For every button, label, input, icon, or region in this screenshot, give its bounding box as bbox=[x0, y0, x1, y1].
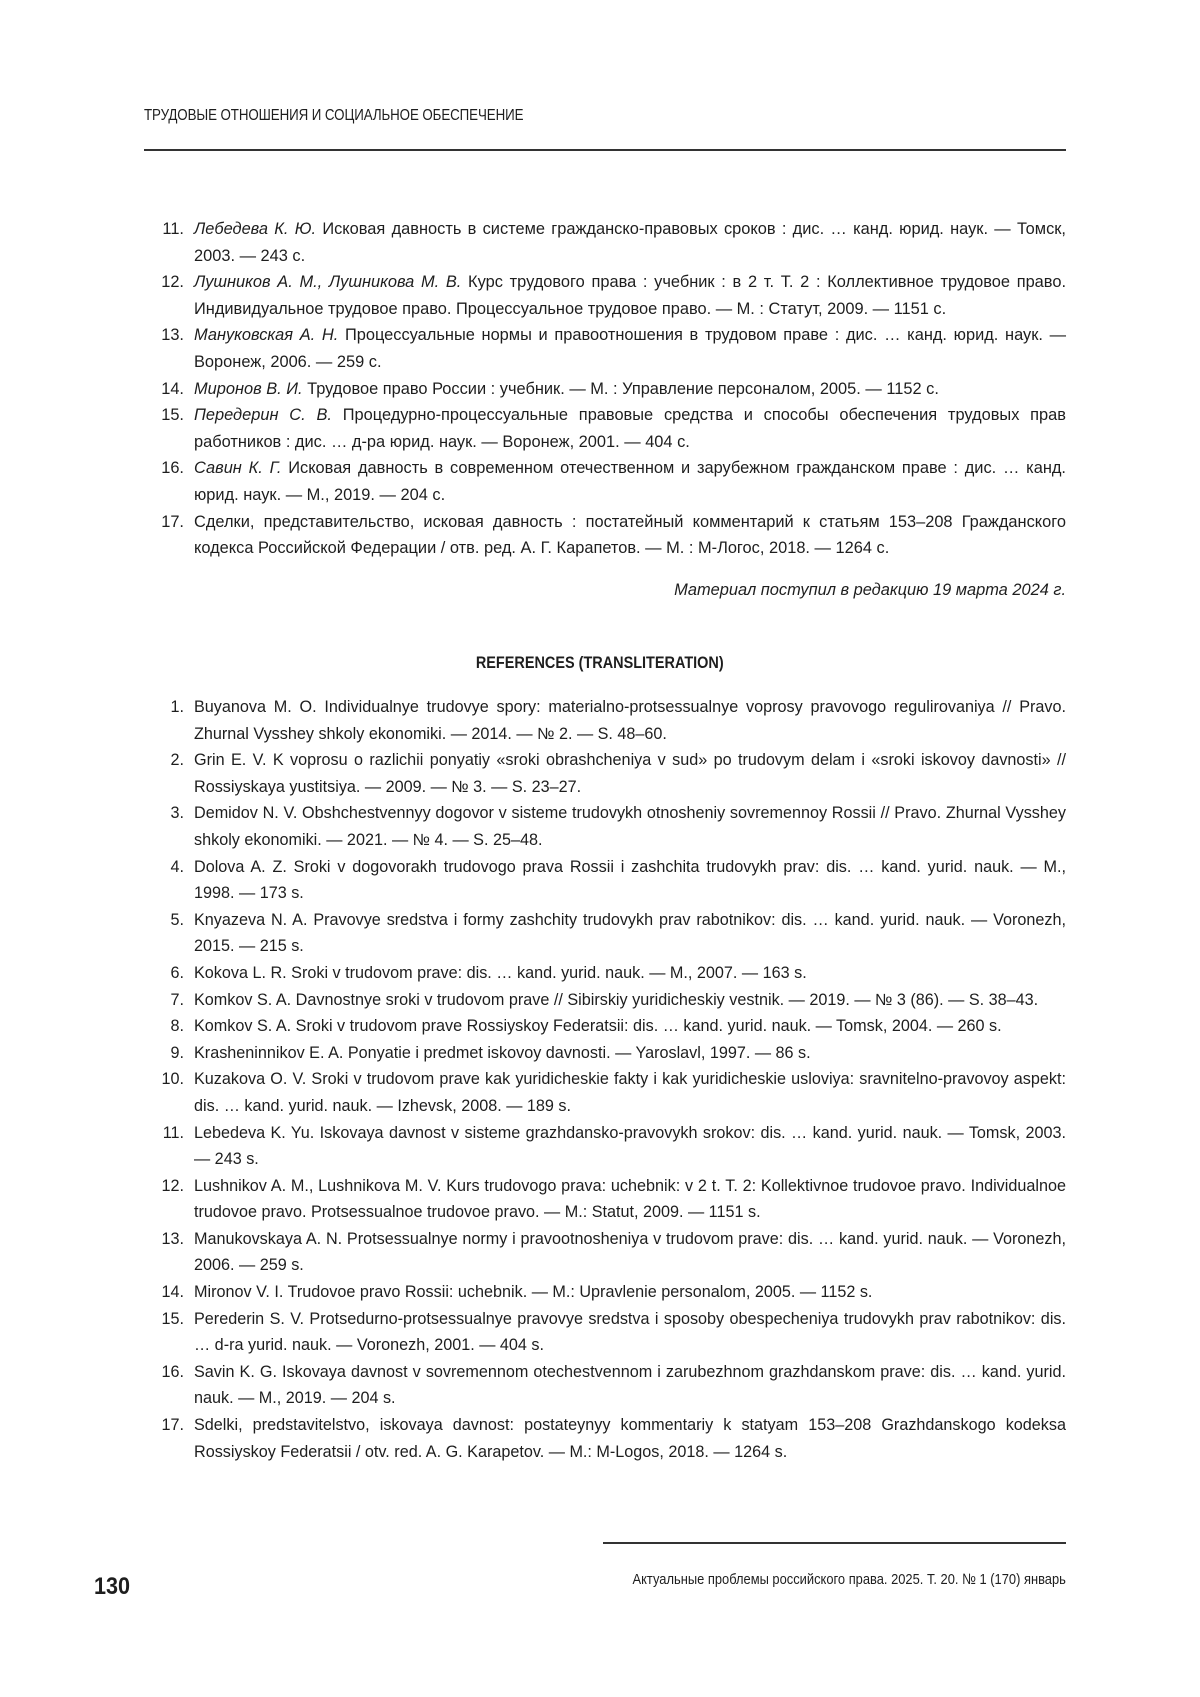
reference-number: 15. bbox=[161, 406, 184, 425]
reference-item bbox=[144, 800, 1066, 853]
reference-text: Lushnikov A. M., Lushnikova M. V. Kurs trudovogo prava: uchebnik: v 2 t. T. 2: Kollektivnoe trudovoe pravo. Individualnoe trudovoe pravo. Protsessualnoe trudovoe pravo. — M.: Statut, 2009. — 1151 s. bbox=[194, 1176, 1066, 1222]
reference-item bbox=[144, 907, 1066, 960]
reference-author: Лебедева К. Ю. bbox=[194, 220, 317, 238]
reference-number: 9. bbox=[170, 1043, 184, 1062]
reference-item bbox=[144, 509, 1066, 562]
reference-number: 12. bbox=[161, 273, 184, 292]
reference-text: Komkov S. A. Davnostnye sroki v trudovom prave // Sibirskiy yuridicheskiy vestnik. — 2019. — № 3 (86). — S. 38–43. bbox=[194, 990, 1039, 1009]
reference-text: Курс трудового права : учебник : в 2 т. Т. 2 : Коллективное трудовое право. Индивидуальное трудовое право. Процессуальное трудовое право. — М. : Статут, 2009. — 1151 с. bbox=[194, 273, 1066, 318]
reference-author: Миронов В. И. bbox=[194, 379, 303, 398]
reference-text: Kokova L. R. Sroki v trudovom prave: dis. … kand. yurid. nauk. — M., 2007. — 163 s. bbox=[194, 963, 807, 982]
reference-item bbox=[144, 1226, 1066, 1279]
reference-number: 17. bbox=[161, 1416, 184, 1435]
header-divider bbox=[144, 149, 1066, 151]
reference-number: 12. bbox=[161, 1176, 184, 1195]
reference-text: Процессуальные нормы и правоотношения в трудовом праве : дис. … канд. юрид. наук. — Воронеж, 2006. — 259 с. bbox=[194, 326, 1066, 371]
reference-number: 8. bbox=[170, 1017, 184, 1036]
reference-text: Komkov S. A. Sroki v trudovom prave Rossiyskoy Federatsii: dis. … kand. yurid. nauk. — Tomsk, 2004. — 260 s. bbox=[194, 1017, 1002, 1036]
reference-item bbox=[144, 1359, 1066, 1412]
reference-item bbox=[144, 1412, 1066, 1465]
reference-number: 6. bbox=[170, 963, 184, 982]
reference-number: 16. bbox=[161, 459, 184, 478]
reference-text: Сделки, представительство, исковая давность : постатейный комментарий к статьям 153–208 Гражданского кодекса Российской Федерации / отв. ред. А. Г. Карапетов. — М. : М-Логос, 2018. — 1264 с. bbox=[194, 512, 1066, 558]
reference-item bbox=[144, 269, 1066, 322]
reference-number: 14. bbox=[161, 1283, 184, 1302]
reference-text: Процедурно-процессуальные правовые средства и способы обеспечения трудовых прав работников : дис. … д-ра юрид. наук. — Воронеж, 2001. — 404 с. bbox=[194, 406, 1066, 451]
reference-number: 13. bbox=[161, 1229, 184, 1248]
page-number: 130 bbox=[94, 1573, 131, 1600]
reference-text: Трудовое право России : учебник. — М. : Управление персоналом, 2005. — 1152 с. bbox=[302, 379, 939, 398]
reference-author: Передерин С. В. bbox=[194, 406, 332, 425]
reference-item bbox=[144, 1066, 1066, 1119]
reference-number: 16. bbox=[161, 1362, 184, 1381]
reference-number: 1. bbox=[170, 698, 184, 716]
reference-item bbox=[144, 960, 1066, 987]
journal-citation: Актуальные проблемы российского права. 2025. Т. 20. № 1 (170) январь bbox=[632, 1571, 1066, 1588]
reference-text: Lebedeva K. Yu. Iskovaya davnost v sisteme grazhdansko-pravovykh srokov: dis. … kand. yurid. nauk. — Tomsk, 2003. — 243 s. bbox=[194, 1123, 1066, 1169]
reference-text: Krasheninnikov E. A. Ponyatie i predmet iskovoy davnosti. — Yaroslavl, 1997. — 86 s. bbox=[194, 1043, 811, 1062]
reference-item bbox=[144, 322, 1066, 375]
reference-item bbox=[144, 455, 1066, 508]
reference-author: Савин К. Г. bbox=[194, 459, 282, 478]
reference-number: 11. bbox=[162, 220, 184, 238]
references-section-title bbox=[0, 653, 1200, 673]
transliterated-reference-list bbox=[144, 694, 1066, 1465]
references-title-text: REFERENCES (TRANSLITERATION) bbox=[476, 653, 724, 672]
reference-number: 5. bbox=[170, 910, 184, 929]
reference-item bbox=[144, 747, 1066, 800]
reference-item bbox=[144, 1013, 1066, 1040]
reference-text: Demidov N. V. Obshchestvennyy dogovor v sisteme trudovykh otnosheniy sovremennoy Rossii // Pravo. Zhurnal Vysshey shkoly ekonomiki. — 2021. — № 4. — S. 25–48. bbox=[194, 804, 1066, 849]
reference-item bbox=[144, 694, 1066, 747]
reference-item bbox=[144, 216, 1066, 269]
reference-author: Лушников А. М., Лушникова М. В. bbox=[194, 273, 462, 292]
reference-item bbox=[144, 854, 1066, 907]
reference-item bbox=[144, 402, 1066, 455]
reference-item bbox=[144, 1306, 1066, 1359]
reference-text: Dolova A. Z. Sroki v dogovorakh trudovogo prava Rossii i zashchita trudovykh prav: dis. … kand. yurid. nauk. — M., 1998. — 173 s. bbox=[194, 857, 1066, 903]
reference-number: 7. bbox=[170, 990, 184, 1009]
reference-text: Mironov V. I. Trudovoe pravo Rossii: uchebnik. — M.: Upravlenie personalom, 2005. — 1152 s. bbox=[194, 1283, 873, 1302]
russian-reference-list bbox=[144, 216, 1066, 562]
reference-text: Perederin S. V. Protsedurno-protsessualnye pravovye sredstva i sposoby obespecheniya trudovykh prav rabotnikov: dis. … d-ra yurid. nauk. — Voronezh, 2001. — 404 s. bbox=[194, 1309, 1066, 1355]
reference-item bbox=[144, 1279, 1066, 1306]
reference-text: Исковая давность в системе гражданско-правовых сроков : дис. … канд. юрид. наук. — Томск, 2003. — 243 с. bbox=[194, 220, 1066, 265]
reference-item bbox=[144, 376, 1066, 403]
reference-number: 13. bbox=[161, 326, 184, 345]
reference-number: 10. bbox=[161, 1070, 184, 1089]
reference-text: Manukovskaya A. N. Protsessualnye normy i pravootnosheniya v trudovom prave: dis. … kand. yurid. nauk. — Voronezh, 2006. — 259 s. bbox=[194, 1229, 1066, 1275]
running-header-title: ТРУДОВЫЕ ОТНОШЕНИЯ И СОЦИАЛЬНОЕ ОБЕСПЕЧЕНИЕ bbox=[144, 107, 524, 124]
reference-item bbox=[144, 987, 1066, 1014]
reference-number: 17. bbox=[161, 512, 184, 531]
reference-text: Grin E. V. K voprosu o razlichii ponyatiy «sroki obrashcheniya v sud» po trudovym delam i «sroki iskovoy davnosti» // Rossiyskaya yustitsiya. — 2009. — № 3. — S. 23–27. bbox=[194, 751, 1066, 796]
reference-text: Buyanova M. O. Individualnye trudovye spory: materialno-protsessualnye voprosy pravovogo regulirovaniya // Pravo. Zhurnal Vysshey shkoly ekonomiki. — 2014. — № 2. — S. 48–60. bbox=[194, 698, 1066, 743]
reference-text: Knyazeva N. A. Pravovye sredstva i formy zashchity trudovykh prav rabotnikov: dis. … kand. yurid. nauk. — Voronezh, 2015. — 215 s. bbox=[194, 910, 1066, 956]
received-date-note: Материал поступил в редакцию 19 марта 2024 г. bbox=[674, 581, 1066, 599]
reference-text: Kuzakova O. V. Sroki v trudovom prave kak yuridicheskie fakty i kak yuridicheskie usloviya: sravnitelno-pravovoy aspekt: dis. … kand. yurid. nauk. — Izhevsk, 2008. — 189 s. bbox=[194, 1070, 1066, 1115]
reference-author: Мануковская А. Н. bbox=[194, 326, 339, 345]
reference-number: 11. bbox=[162, 1123, 184, 1142]
reference-item bbox=[144, 1040, 1066, 1067]
reference-number: 14. bbox=[161, 379, 184, 398]
reference-text: Исковая давность в современном отечественном и зарубежном гражданском праве : дис. … канд. юрид. наук. — М., 2019. — 204 с. bbox=[194, 459, 1066, 504]
reference-item bbox=[144, 1120, 1066, 1173]
footer-divider bbox=[603, 1542, 1066, 1544]
reference-item bbox=[144, 1173, 1066, 1226]
reference-number: 2. bbox=[170, 751, 184, 770]
reference-number: 3. bbox=[170, 804, 184, 823]
reference-text: Savin K. G. Iskovaya davnost v sovremennom otechestvennom i zarubezhnom grazhdanskom prave: dis. … kand. yurid. nauk. — M., 2019. — 204 s. bbox=[194, 1362, 1066, 1408]
reference-text: Sdelki, predstavitelstvo, iskovaya davnost: postateynyy kommentariy k statyam 153–208 Grazhdanskogo kodeksa Rossiyskoy Federatsii / otv. red. A. G. Karapetov. — M.: M-Logos, 2018. — 1264 s. bbox=[194, 1416, 1066, 1461]
reference-number: 15. bbox=[161, 1309, 184, 1328]
reference-number: 4. bbox=[170, 857, 184, 876]
